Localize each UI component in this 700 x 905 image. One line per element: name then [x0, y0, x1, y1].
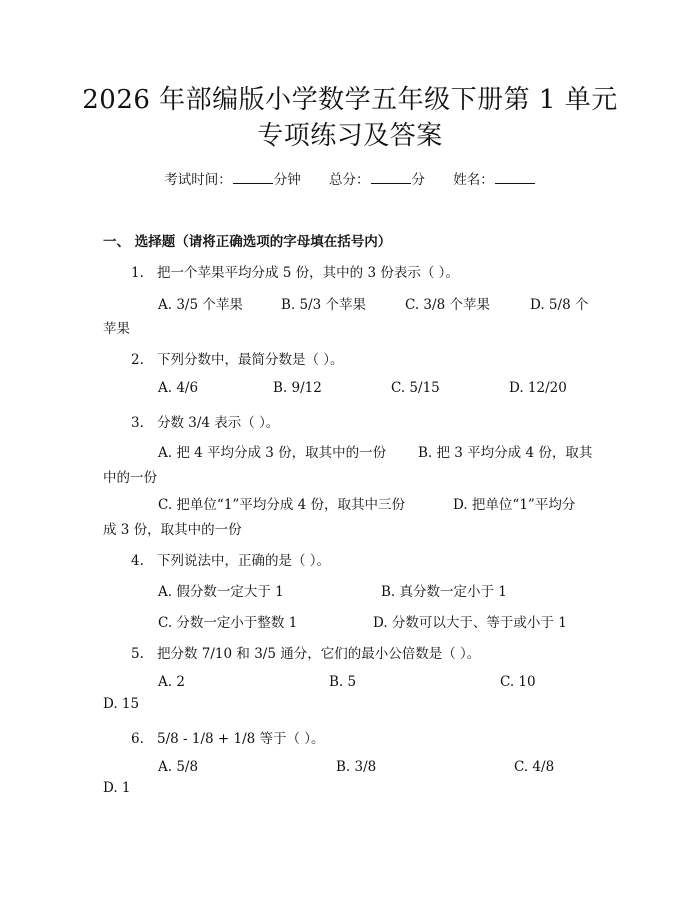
total-score: [329, 172, 429, 188]
option-a: A. 2: [158, 674, 185, 690]
option-b: B. 真分数一定小于 1: [381, 584, 507, 600]
option-d-wrap: 成 3 份，取其中的一份: [103, 522, 242, 538]
option-a: A. 5/8: [158, 759, 199, 775]
exam-time-label: 考试时间：: [164, 172, 232, 188]
total-score-blank[interactable]: [371, 171, 411, 184]
question-number: 5.: [131, 646, 144, 662]
option-d: D. 分数可以大于、等于或小于 1: [373, 615, 567, 631]
exam-time: [164, 172, 305, 188]
student-name: [453, 172, 536, 188]
option-d: D. 12/20: [509, 380, 567, 396]
option-b: B. 5: [329, 674, 357, 690]
exam-meta: [0, 168, 700, 188]
question-5: [131, 642, 480, 662]
question-text: 把分数 7/10 和 3/5 通分，它们的最小公倍数是（ ）。: [157, 646, 481, 662]
option-d: D. 1: [103, 780, 131, 796]
option-b: B. 3/8: [336, 759, 377, 775]
option-d: D. 把单位“1”平均分: [453, 497, 576, 513]
option-b-wrap: 中的一份: [103, 470, 157, 486]
option-a: A. 假分数一定大于 1: [158, 584, 284, 600]
page-title-line-1: 2026 年部编版小学数学五年级下册第 1 单元: [82, 85, 618, 115]
question-6: [131, 727, 325, 747]
question-1: [131, 261, 459, 281]
question-number: 6.: [131, 731, 144, 747]
question-number: 1.: [131, 265, 144, 281]
question-3: [131, 411, 279, 431]
student-name-blank[interactable]: [495, 171, 535, 184]
question-number: 4.: [131, 553, 144, 569]
option-a: A. 把 4 平均分成 3 份，取其中的一份: [158, 445, 387, 461]
question-text: 分数 3/4 表示（ ）。: [157, 415, 280, 431]
option-d: D. 15: [103, 696, 140, 712]
option-a: A. 4/6: [158, 380, 199, 396]
question-text: 下列说法中，正确的是（ ）。: [157, 553, 331, 569]
option-c: C. 10: [500, 674, 536, 690]
question-2: [131, 348, 344, 368]
option-a: A. 3/5 个苹果: [158, 297, 243, 313]
question-text: 5/8 - 1/8 + 1/8 等于（ ）。: [157, 731, 325, 747]
option-d-wrap: 苹果: [103, 321, 130, 337]
exam-time-unit: 分钟: [273, 172, 301, 188]
total-score-label: 总分：: [329, 172, 370, 188]
option-b: B. 5/3 个苹果: [281, 297, 367, 313]
question-number: 3.: [131, 415, 144, 431]
option-c: C. 分数一定小于整数 1: [158, 615, 298, 631]
option-c: C. 4/8: [514, 759, 555, 775]
option-b: B. 把 3 平均分成 4 份，取其: [418, 445, 593, 461]
option-c: C. 3/8 个苹果: [405, 297, 490, 313]
option-c: C. 5/15: [391, 380, 440, 396]
option-b: B. 9/12: [273, 380, 322, 396]
question-text: 把一个苹果平均分成 5 份，其中的 3 份表示（ ）。: [157, 265, 459, 281]
section-heading: 一、 选择题（请将正确选项的字母填在括号内）: [103, 234, 392, 250]
question-text: 下列分数中，最简分数是（ ）。: [157, 352, 344, 368]
total-score-unit: 分: [411, 172, 425, 188]
option-c: C. 把单位“1”平均分成 4 份，取其中三份: [158, 497, 405, 513]
student-name-label: 姓名：: [453, 172, 494, 188]
question-number: 2.: [131, 352, 144, 368]
option-d: D. 5/8 个: [530, 297, 589, 313]
question-4: [131, 549, 330, 569]
exam-time-blank[interactable]: [233, 171, 273, 184]
page-title-line-2: 专项练习及答案: [257, 121, 443, 151]
